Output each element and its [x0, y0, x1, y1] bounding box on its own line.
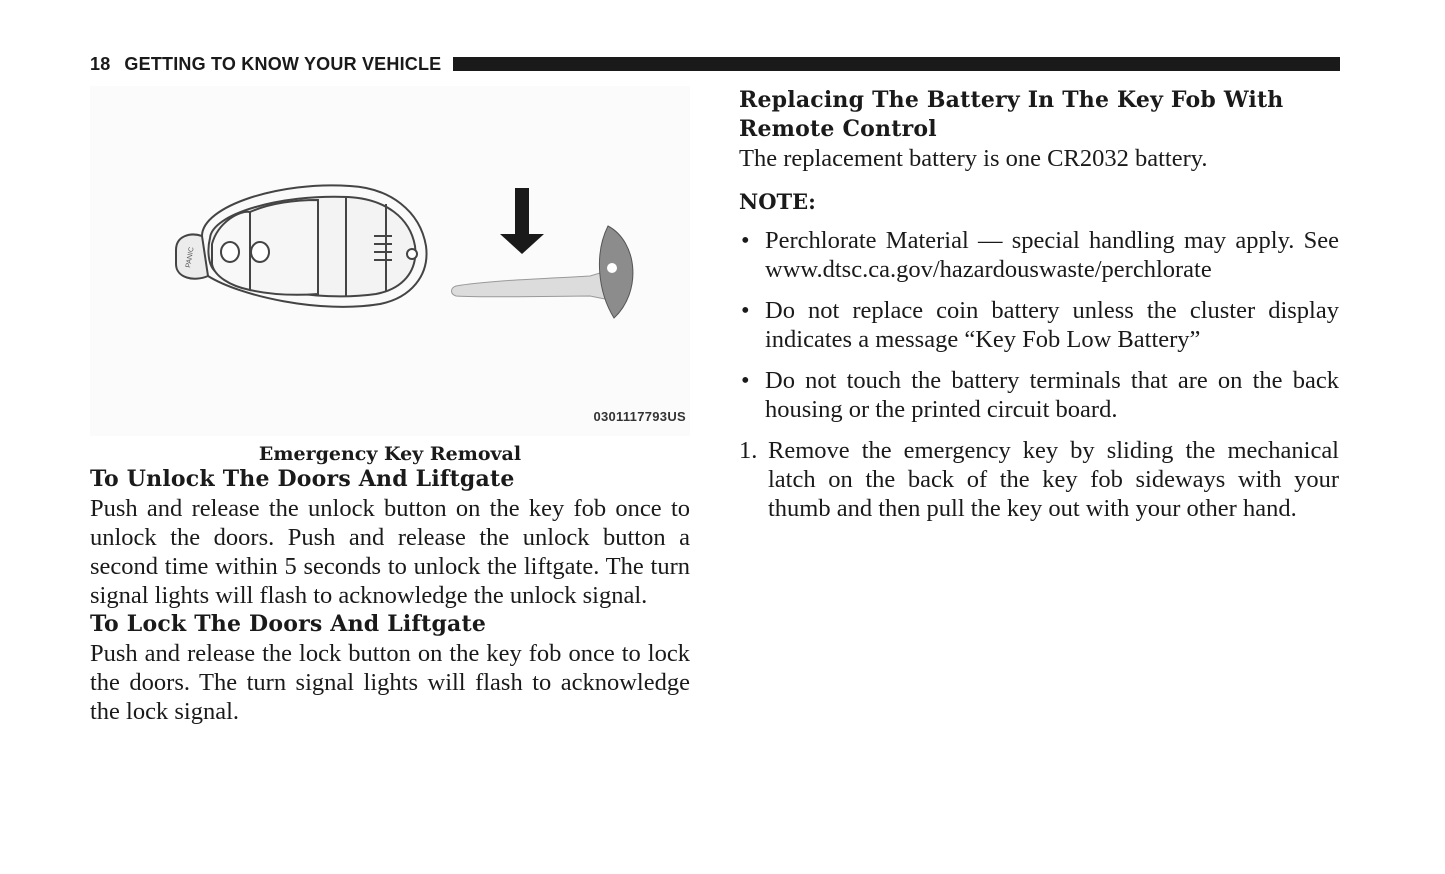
panic-label: PANIC [185, 246, 196, 269]
list-item [739, 366, 1339, 424]
bullet-text: Do not touch the battery terminals that are on the back housing or the printed circuit board. [765, 367, 1339, 423]
bullet-marker: • [741, 297, 750, 324]
note-bullet-list [739, 226, 1339, 424]
lock-heading: To Lock The Doors And Liftgate [90, 611, 487, 637]
right-column [739, 86, 1339, 523]
unlock-paragraph: Push and release the unlock button on the key fob once to unlock the doors. Push and release the unlock button a second time within 5 seconds to unlock the liftgate. The turn signal lights will flash to acknowledge the unlock signal. [90, 495, 690, 609]
page-header [90, 52, 1340, 76]
key-fob-illustration [90, 86, 690, 436]
emergency-key-figure [90, 86, 690, 436]
bullet-marker: • [741, 227, 750, 254]
header-rule [453, 57, 1340, 71]
left-column [90, 86, 690, 726]
step-number: 1. [739, 437, 758, 464]
bullet-marker: • [741, 367, 750, 394]
page-number: 18 [90, 53, 111, 74]
bullet-text: Perchlorate Material — special handling may apply. See www.dtsc.ca.gov/hazardouswaste/perchlorate [765, 227, 1339, 283]
lock-paragraph: Push and release the lock button on the key fob once to lock the doors. The turn signal lights will flash to acknowledge the lock signal. [90, 640, 690, 725]
section-title: GETTING TO KNOW YOUR VEHICLE [124, 53, 442, 74]
note-label: NOTE: [739, 189, 816, 214]
step-text: Remove the emergency key by sliding the mechanical latch on the back of the key fob sideways with your thumb and then pull the key out with your other hand. [768, 437, 1339, 522]
list-item [739, 436, 1339, 523]
list-item [739, 296, 1339, 354]
battery-heading: Replacing The Battery In The Key Fob With Remote Control [739, 87, 1284, 142]
unlock-heading: To Unlock The Doors And Liftgate [90, 466, 515, 492]
figure-code: 0301117793US [593, 409, 686, 424]
battery-paragraph: The replacement battery is one CR2032 battery. [739, 145, 1208, 172]
steps-list [739, 436, 1339, 523]
figure-caption: Emergency Key Removal [258, 443, 522, 465]
list-item [739, 226, 1339, 284]
bullet-text: Do not replace coin battery unless the cluster display indicates a message “Key Fob Low Battery” [765, 297, 1339, 353]
